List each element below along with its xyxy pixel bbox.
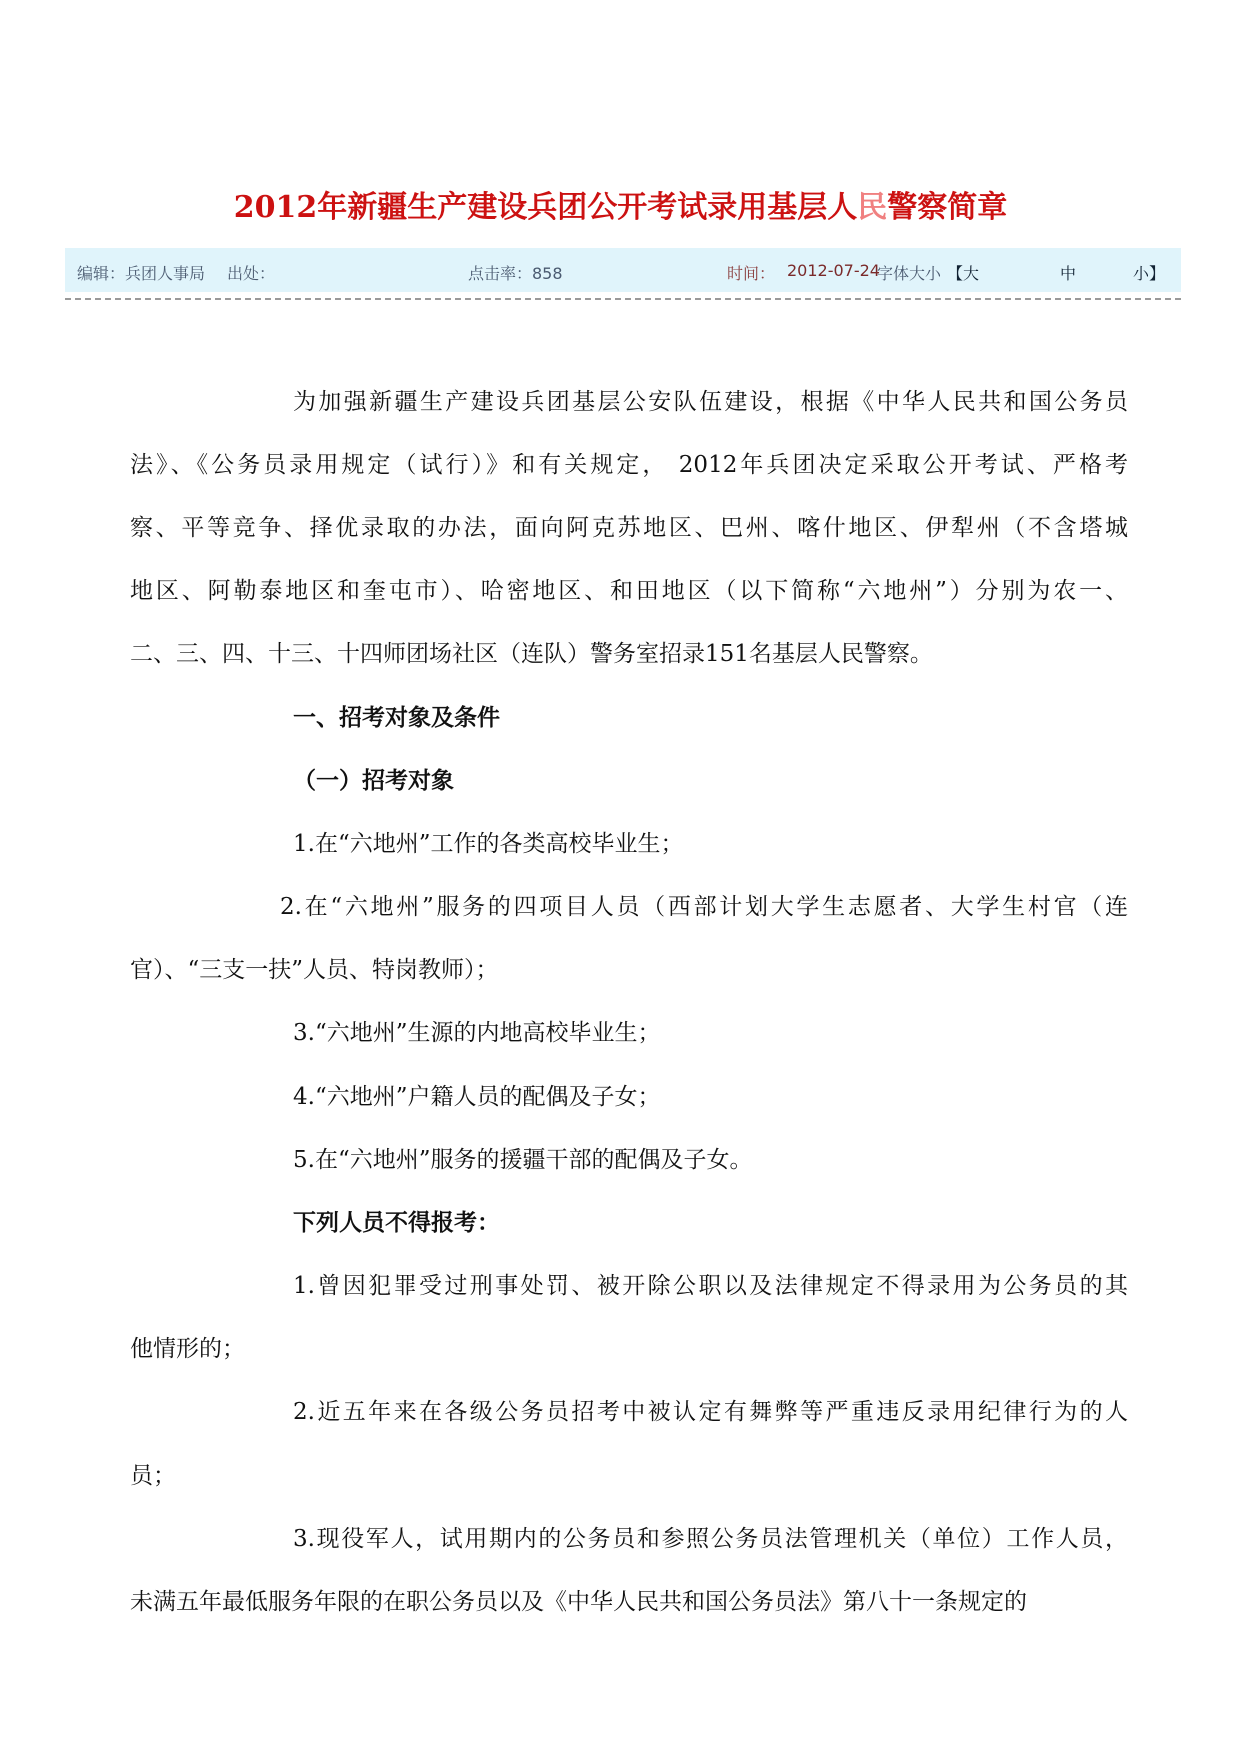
section-heading: 一、招考对象及条件 [293,704,500,731]
list-item-cont: 官）、“三支一扶”人员、特岗教师）； [130,957,499,983]
time-label: 时间： [727,264,776,283]
list-item: 4.“六地州”户籍人员的配偶及子女； [293,1084,661,1110]
list-item: 3.“六地州”生源的内地高校毕业生； [293,1020,661,1046]
article-title [0,182,1241,226]
list-item-cont: 员； [130,1463,176,1489]
subsection-heading: 下列人员不得报考： [293,1209,500,1236]
source: 出处： [227,264,276,283]
click-count: 点击率：858 [468,264,563,283]
editor: 编辑：兵团人事局 [77,264,206,283]
title-text: 2012年新疆生产建设兵团公开考试录用基层人 [233,190,858,225]
title-highlight: 民 [857,190,888,225]
divider [65,298,1181,300]
list-item-cont: 他情形的； [130,1336,245,1362]
paragraph-line: 为加强新疆生产建设兵团基层公安队伍建设，根据《中华人民共和国公务员 [293,389,1128,415]
publish-date: 2012-07-24 [787,261,880,280]
title-text-end: 警察简章 [887,190,1008,225]
paragraph-line: 二、三、四、十三、十四师团场社区（连队）警务室招录151名基层人民警察。 [130,641,933,667]
list-item: 5.在“六地州”服务的援疆干部的配偶及子女。 [293,1147,753,1173]
font-large-button[interactable]: 【大 [947,264,980,283]
list-item: 1.曾因犯罪受过刑事处罚、被开除公职以及法律规定不得录用为公务员的其 [293,1273,1128,1299]
font-size-label: 字体大小 [877,264,942,283]
list-item: 3.现役军人，试用期内的公务员和参照公务员法管理机关（单位）工作人员， [293,1526,1128,1552]
paragraph-line: 察、平等竞争、择优录取的办法，面向阿克苏地区、巴州、喀什地区、伊犁州（不含塔城 [130,515,1128,541]
paragraph-line: 法》、《公务员录用规定（试行）》和有关规定， 2012年兵团决定采取公开考试、严格考 [130,452,1128,478]
article-meta-bar [65,248,1181,292]
list-item: 2.在“六地州”服务的四项目人员（西部计划大学生志愿者、大学生村官（连 [280,894,1128,920]
subsection-heading: （一）招考对象 [293,767,454,794]
font-medium-button[interactable]: 中 [1060,264,1077,283]
paragraph-line: 地区、阿勒泰地区和奎屯市）、哈密地区、和田地区（以下简称“六地州”）分别为农一、 [130,578,1128,604]
list-item: 1.在“六地州”工作的各类高校毕业生； [293,831,684,857]
list-item: 2.近五年来在各级公务员招考中被认定有舞弊等严重违反录用纪律行为的人 [293,1399,1128,1425]
list-item-cont: 未满五年最低服务年限的在职公务员以及《中华人民共和国公务员法》第八十一条规定的 [130,1589,1027,1615]
font-small-button[interactable]: 小】 [1133,264,1166,283]
